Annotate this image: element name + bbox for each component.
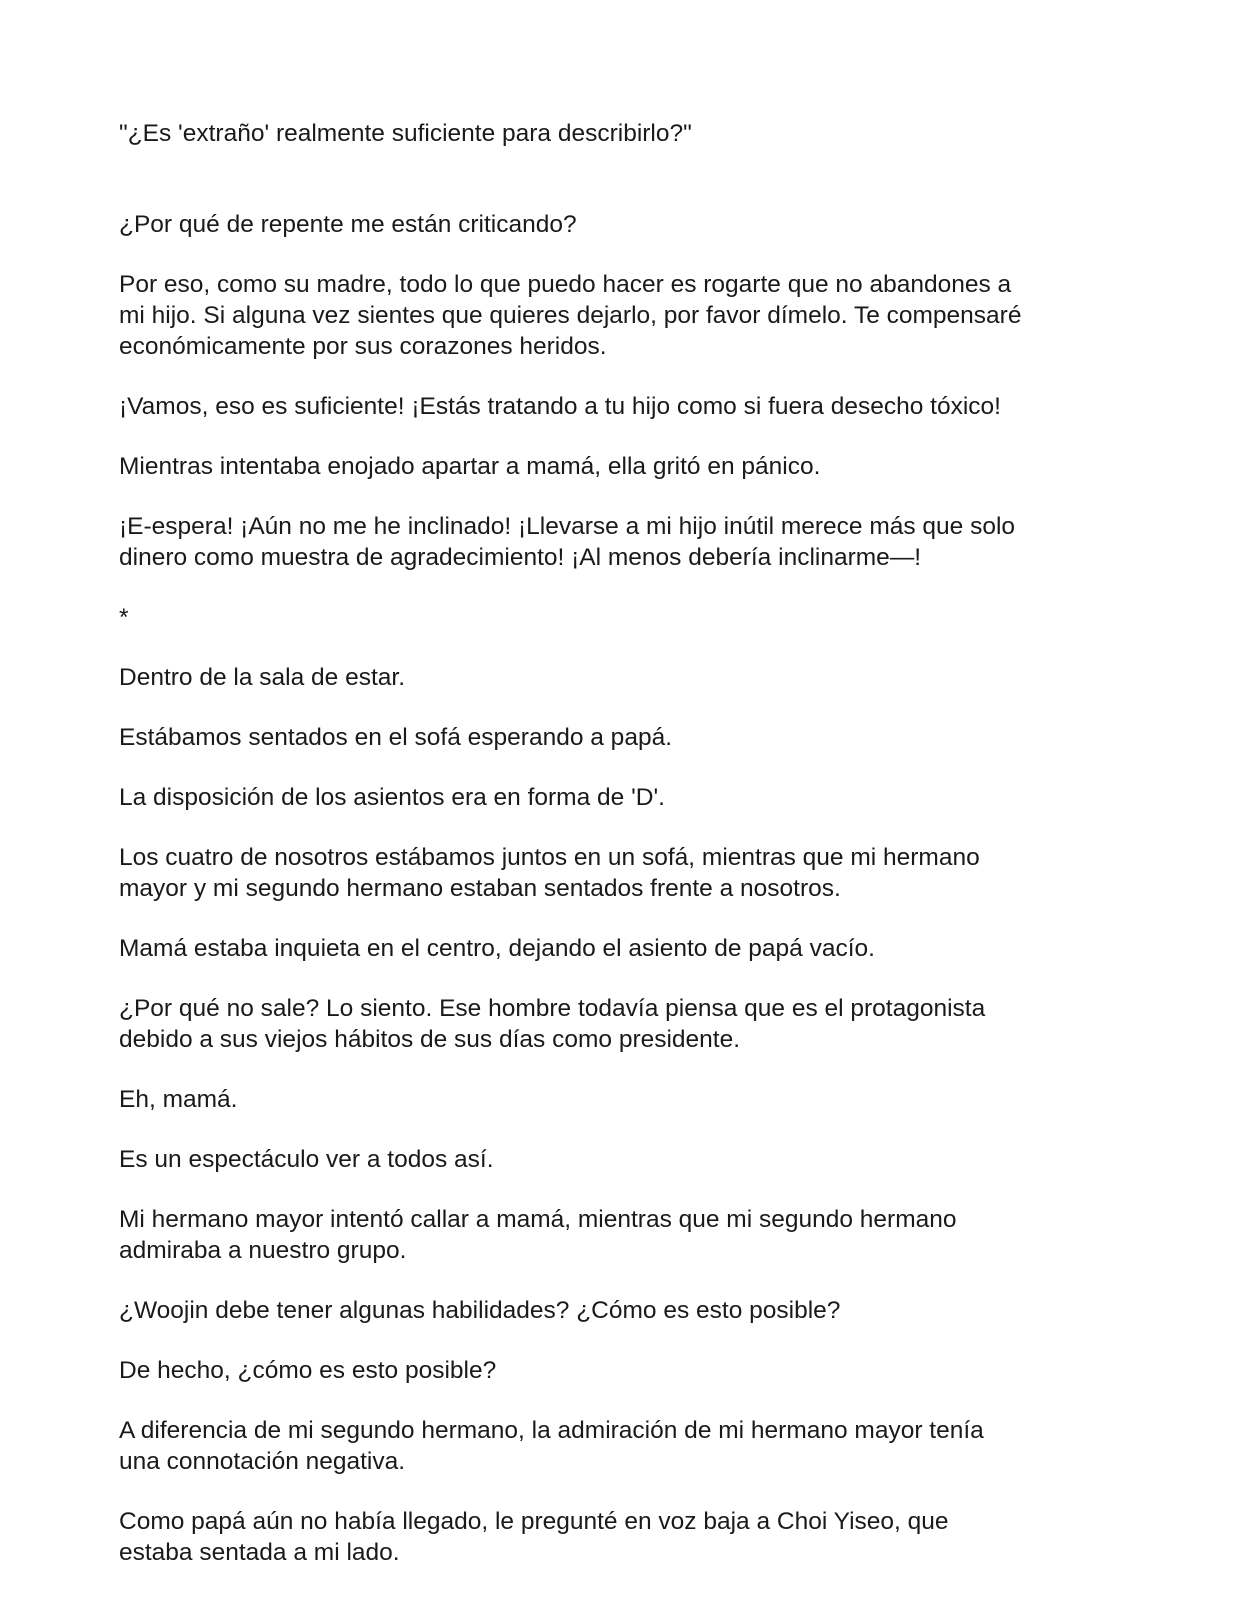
paragraph: ¿Woojin debe tener algunas habilidades? ¿Cómo es esto posible?	[119, 1297, 841, 1324]
paragraph: Estábamos sentados en el sofá esperando a papá.	[119, 724, 672, 751]
document-body	[119, 118, 1129, 1568]
paragraph: ¿Por qué no sale? Lo siento. Ese hombre todavía piensa que es el protagonista debido a sus viejos hábitos de sus días como presidente.	[119, 995, 986, 1053]
paragraph: De hecho, ¿cómo es esto posible?	[119, 1357, 497, 1384]
paragraph: Dentro de la sala de estar.	[119, 664, 406, 691]
paragraph: Los cuatro de nosotros estábamos juntos en un sofá, mientras que mi hermano mayor y mi segundo hermano estaban sentados frente a nosotros.	[119, 844, 980, 902]
paragraph: Como papá aún no había llegado, le pregunté en voz baja a Choi Yiseo, que estaba sentada a mi lado.	[119, 1508, 949, 1566]
paragraph: Por eso, como su madre, todo lo que puedo hacer es rogarte que no abandones a mi hijo. Si alguna vez sientes que quieres dejarlo, por favor dímelo. Te compensaré económicamente por sus corazones heridos.	[119, 271, 1022, 360]
paragraph: Mamá estaba inquieta en el centro, dejando el asiento de papá vacío.	[119, 935, 875, 962]
paragraph: La disposición de los asientos era en forma de 'D'.	[119, 784, 665, 811]
paragraph: Eh, mamá.	[119, 1086, 238, 1113]
paragraph: ¡Vamos, eso es suficiente! ¡Estás tratando a tu hijo como si fuera desecho tóxico!	[119, 393, 1001, 420]
paragraph: ¡E-espera! ¡Aún no me he inclinado! ¡Llevarse a mi hijo inútil merece más que solo dinero como muestra de agradecimiento! ¡Al menos debería inclinarme—!	[119, 513, 1016, 571]
section-separator: *	[119, 604, 129, 631]
paragraph: Es un espectáculo ver a todos así.	[119, 1146, 494, 1173]
paragraph: "¿Es 'extraño' realmente suficiente para describirlo?"	[119, 120, 692, 147]
paragraph: Mi hermano mayor intentó callar a mamá, mientras que mi segundo hermano admiraba a nuestro grupo.	[119, 1206, 957, 1264]
paragraph: ¿Por qué de repente me están criticando?	[119, 211, 577, 238]
paragraph: A diferencia de mi segundo hermano, la admiración de mi hermano mayor tenía una connotación negativa.	[119, 1417, 984, 1475]
paragraph: Mientras intentaba enojado apartar a mamá, ella gritó en pánico.	[119, 453, 821, 480]
